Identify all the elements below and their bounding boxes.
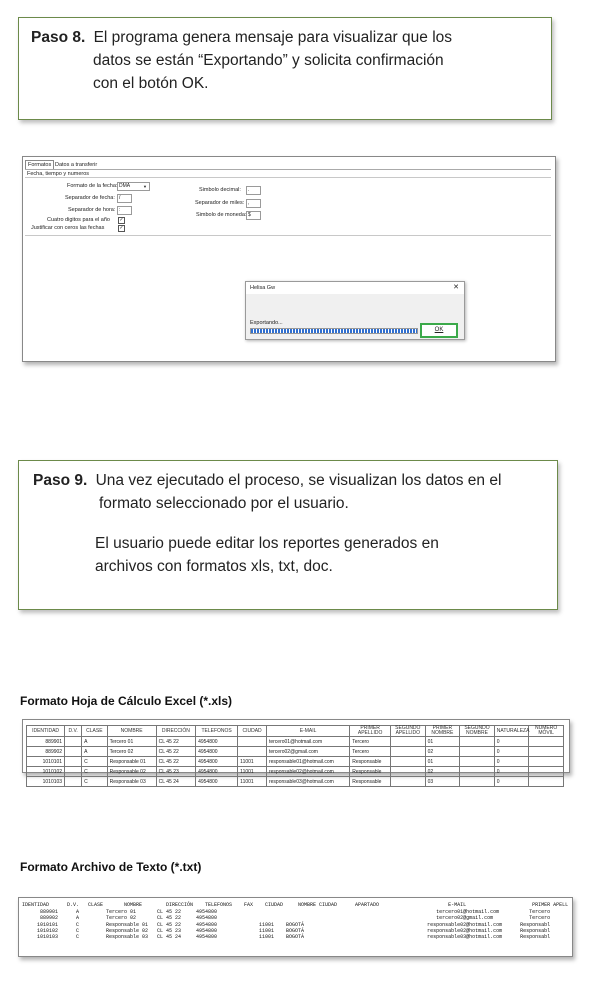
table-cell: responsable03@hotmail.com	[266, 777, 349, 787]
table-cell	[460, 737, 495, 747]
table-cell	[529, 737, 564, 747]
step8-line1: El programa genera mensaje para visualizar que los	[93, 29, 453, 46]
zeros-checkbox[interactable]: ✓	[119, 225, 124, 231]
table-cell	[391, 747, 426, 757]
table-cell	[529, 767, 564, 777]
table-cell: 0	[494, 757, 529, 767]
form-divider	[25, 235, 551, 236]
table-cell: 1010101	[27, 757, 65, 767]
excel-heading: Formato Hoja de Cálculo Excel (*.xls)	[20, 694, 233, 708]
txt-line: 1010103 C Responsable 03 CL 45 24 4954800 11001 BOGOTÁ responsable03@hotmail.com Responsabl	[22, 934, 551, 941]
table-cell: 4954800	[196, 737, 238, 747]
step8-line2: datos se están “Exportando” y solicita confirmación	[93, 52, 444, 69]
step9-box	[18, 460, 558, 610]
table-cell: Responsable 02	[107, 767, 156, 777]
table-cell: CL 45 23	[156, 767, 195, 777]
table-cell: A	[82, 747, 108, 757]
tab-datos-transferir[interactable]: Datos a transferir	[55, 162, 98, 168]
app-screenshot	[22, 156, 556, 362]
table-cell: Tercero 02	[107, 747, 156, 757]
close-icon[interactable]: ✕	[453, 284, 459, 291]
table-cell	[391, 777, 426, 787]
table-cell: 4954800	[196, 767, 238, 777]
table-cell: 11001	[238, 757, 267, 767]
date-sep-label: Separador de fecha:	[65, 195, 115, 201]
excel-header-cell: D.V.	[65, 726, 82, 737]
decimal-input[interactable]: .	[246, 186, 261, 195]
txt-line: 1010102 C Responsable 02 CL 45 23 4954800 11001 BOGOTÁ responsable02@hotmail.com Responsabl	[22, 927, 551, 934]
excel-header-cell: NATURALEZA	[494, 726, 529, 737]
table-cell: Responsable	[350, 757, 391, 767]
table-cell: 02	[425, 747, 460, 757]
currency-input[interactable]: $	[246, 211, 261, 220]
table-row	[27, 737, 564, 747]
step8-line3: con el botón OK.	[93, 75, 209, 92]
ok-button-label: OK	[434, 327, 444, 333]
table-cell	[460, 757, 495, 767]
ok-button[interactable]	[420, 323, 458, 338]
date-sep-input[interactable]: /	[117, 194, 132, 203]
table-cell	[238, 737, 267, 747]
table-cell	[65, 767, 82, 777]
table-cell: 0	[494, 747, 529, 757]
step8-box	[18, 17, 552, 120]
step9-label: Paso 9.	[33, 472, 88, 489]
four-digits-label: Cuatro digitos para el año	[47, 217, 110, 223]
date-format-select[interactable]	[117, 182, 150, 191]
thousands-label: Separador de miles:	[195, 200, 245, 206]
table-row	[27, 757, 564, 767]
txt-heading: Formato Archivo de Texto (*.txt)	[20, 860, 202, 874]
table-cell: responsable02@hotmail.com	[266, 767, 349, 777]
table-cell	[65, 777, 82, 787]
txt-line: 889901 A Tercero 01 CL 45 22 4954800 tercero01@hotmail.com Tercero	[22, 909, 551, 915]
table-cell: 0	[494, 767, 529, 777]
table-cell: C	[82, 777, 108, 787]
table-cell	[65, 737, 82, 747]
excel-header-cell: NUMERO MÓVIL	[529, 726, 564, 737]
table-row	[27, 747, 564, 757]
table-cell: Responsable 01	[107, 757, 156, 767]
excel-header-cell: E-MAIL	[266, 726, 349, 737]
hour-sep-input[interactable]: :	[117, 206, 132, 215]
dialog-titlebar	[246, 282, 464, 294]
table-cell: 4954800	[196, 777, 238, 787]
table-cell: 4954800	[196, 757, 238, 767]
table-cell	[238, 747, 267, 757]
table-cell: CL 45 22	[156, 737, 195, 747]
step8-label: Paso 8.	[31, 29, 86, 46]
table-cell	[460, 777, 495, 787]
progress-bar	[250, 328, 418, 334]
table-cell: 03	[425, 777, 460, 787]
table-cell	[391, 767, 426, 777]
table-cell: 01	[425, 757, 460, 767]
table-cell: Responsable	[350, 767, 391, 777]
date-format-value: DMA	[119, 183, 131, 189]
table-cell	[391, 757, 426, 767]
table-cell: Tercero	[350, 737, 391, 747]
currency-label: Simbolo de moneda:	[196, 212, 247, 218]
table-cell: 0	[494, 737, 529, 747]
txt-screenshot	[18, 897, 573, 957]
table-row	[27, 777, 564, 787]
excel-header-cell: IDENTIDAD	[27, 726, 65, 737]
table-cell: 889901	[27, 737, 65, 747]
txt-line: 889902 A Tercero 02 CL 45 22 4954800 tercero02@gmail.com Tercero	[22, 915, 551, 922]
hour-sep-label: Separador de hora:	[68, 207, 116, 213]
txt-header: IDENTIDAD D.V. CLASE NOMBRE DIRECCIÓN TELEFONOS FAX CIUDAD NOMBRE CIUDAD APARTADO E-MAIL PRIMER APELL	[22, 902, 569, 908]
table-cell	[529, 777, 564, 787]
tab-formatos[interactable]: Formatos	[25, 160, 54, 169]
table-cell	[391, 737, 426, 747]
table-cell: 01	[425, 737, 460, 747]
table-cell	[65, 747, 82, 757]
four-digits-checkbox[interactable]: ✓	[119, 217, 124, 223]
decimal-label: Simbolo decimal:	[199, 187, 241, 193]
excel-header-cell: SEGUNDO NOMBRE	[460, 726, 495, 737]
step9-line1: Una vez ejecutado el proceso, se visualizan los datos en el	[95, 472, 502, 489]
table-cell	[529, 757, 564, 767]
dialog-message: Exportando...	[250, 320, 283, 326]
zeros-label: Justificar con ceros las fechas	[31, 225, 105, 231]
excel-header-cell: NOMBRE	[107, 726, 156, 737]
group-divider	[25, 177, 551, 178]
table-cell: 1010103	[27, 777, 65, 787]
table-cell: Responsable 03	[107, 777, 156, 787]
dialog-title: Helisa Gw	[250, 285, 276, 291]
table-cell	[529, 747, 564, 757]
excel-header-cell: CIUDAD	[238, 726, 267, 737]
excel-header-cell: TELEFONOS	[196, 726, 238, 737]
table-cell: CL 45 22	[156, 747, 195, 757]
table-cell	[65, 757, 82, 767]
date-format-label: Formato de la fecha:	[67, 183, 118, 189]
table-cell: A	[82, 737, 108, 747]
excel-header-cell: PRIMER NOMBRE	[425, 726, 460, 737]
excel-header-cell: PRIMER APELLIDO	[350, 726, 391, 737]
table-cell: 02	[425, 767, 460, 777]
tab-bar	[25, 160, 551, 170]
excel-header-cell: CLASE	[82, 726, 108, 737]
table-cell: 11001	[238, 777, 267, 787]
table-cell: 1010102	[27, 767, 65, 777]
table-cell: 4954800	[196, 747, 238, 757]
table-cell: CL 45 24	[156, 777, 195, 787]
step9-line2: formato seleccionado por el usuario.	[99, 495, 349, 512]
table-cell	[460, 767, 495, 777]
step9-line4: archivos con formatos xls, txt, doc.	[95, 558, 333, 575]
excel-header-cell: DIRECCIÓN	[156, 726, 195, 737]
table-cell: 889902	[27, 747, 65, 757]
group-label: Fecha, tiempo y numeros	[27, 171, 90, 177]
table-cell: C	[82, 767, 108, 777]
table-cell: CL 45 22	[156, 757, 195, 767]
table-cell: tercero02@gmail.com	[266, 747, 349, 757]
excel-header-cell: SEGUNDO APELLIDO	[391, 726, 426, 737]
thousands-input[interactable]: ,	[246, 199, 261, 208]
step9-line3: El usuario puede editar los reportes generados en	[95, 535, 439, 552]
table-row	[27, 767, 564, 777]
txt-lines	[22, 909, 550, 940]
excel-table	[26, 725, 564, 787]
chevron-down-icon: ▼	[143, 184, 147, 189]
step8-text	[31, 26, 541, 95]
excel-screenshot	[22, 719, 570, 785]
table-cell	[460, 747, 495, 757]
table-cell: responsable01@hotmail.com	[266, 757, 349, 767]
table-cell: C	[82, 757, 108, 767]
table-cell: 0	[494, 777, 529, 787]
table-cell: tercero01@hotmail.com	[266, 737, 349, 747]
excel-header-row	[27, 726, 564, 737]
export-dialog	[245, 281, 465, 340]
table-cell: Responsable	[350, 777, 391, 787]
txt-line: 1010101 C Responsable 01 CL 45 22 4954800 11001 BOGOTÁ responsable02@hotmail.com Responsabl	[22, 921, 551, 928]
step9-text	[33, 469, 548, 578]
table-cell: Tercero 01	[107, 737, 156, 747]
table-cell: Tercero	[350, 747, 391, 757]
table-cell: 11001	[238, 767, 267, 777]
